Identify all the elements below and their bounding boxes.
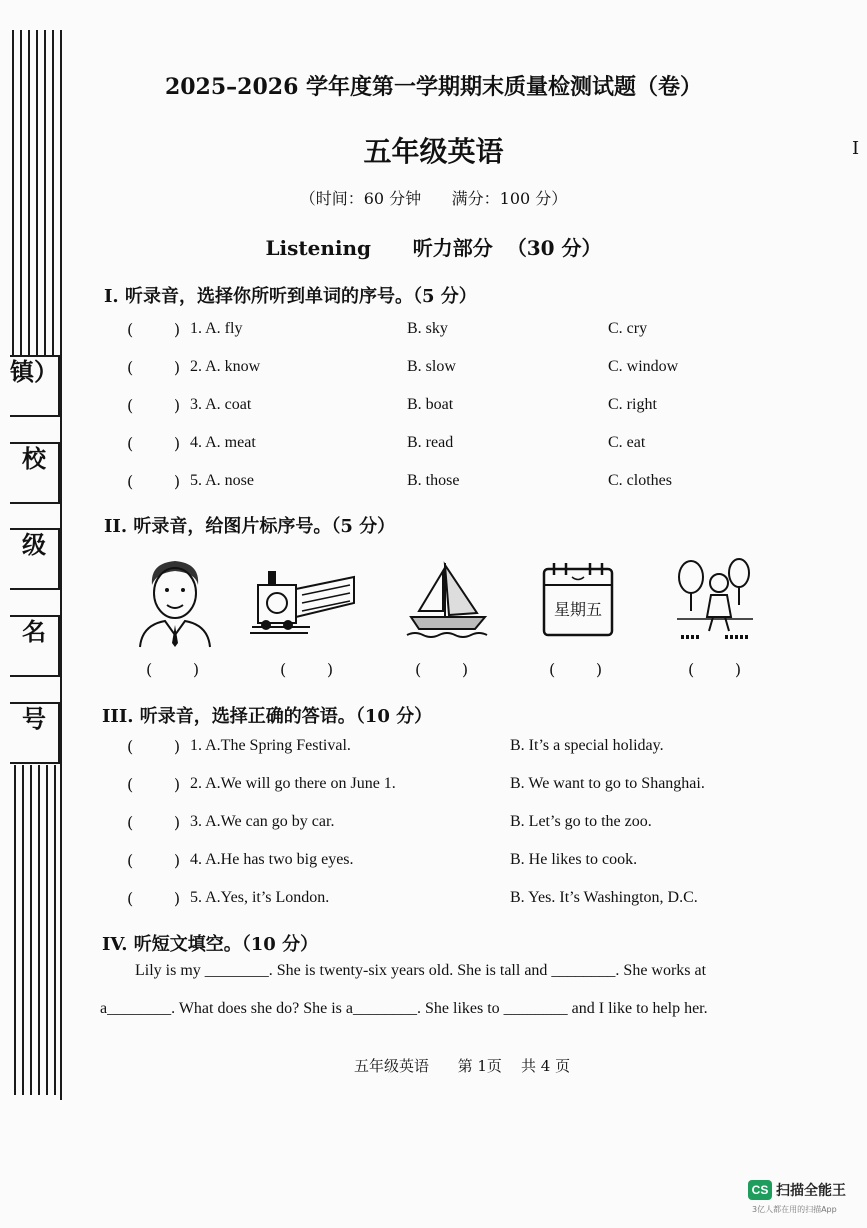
answer-blank[interactable]: ( ) (127, 358, 181, 377)
option-a: 3. A.We can go by car. (190, 813, 335, 830)
field-label-class: 级 (22, 530, 46, 559)
girl-walking-picture (675, 555, 755, 650)
option-b: B. those (407, 472, 460, 489)
option-b: B. He likes to cook. (510, 851, 638, 868)
option-b: B. sky (407, 320, 448, 337)
field-label-number: 号 (22, 704, 46, 733)
section1-heading: I. 听录音，选择你所听到单词的序号。（5 分） (104, 286, 477, 307)
binding-field-number (10, 702, 60, 764)
edge-mark: I (852, 138, 860, 159)
answer-blank[interactable]: ( ) (127, 813, 181, 832)
option-b: B. boat (407, 396, 454, 413)
option-b: B. slow (407, 358, 456, 375)
man-picture (130, 555, 220, 650)
picture-answer-blank[interactable]: ( ) (549, 660, 603, 679)
camscanner-logo: CS (748, 1180, 772, 1200)
section2-heading: II. 听录音，给图片标序号。（5 分） (104, 516, 396, 537)
answer-blank[interactable]: ( ) (127, 737, 181, 756)
option-a: 2. A. know (190, 358, 261, 375)
option-a: 4. A. meat (190, 434, 256, 451)
scanner-brand: 扫描全能王 (776, 1183, 846, 1199)
time-score-info: （时间：60 分钟 满分：100 分） (299, 189, 568, 208)
option-a: 5. A. nose (190, 472, 254, 489)
scanner-tagline: 3亿人都在用的扫描App (752, 1205, 837, 1214)
field-label-town: 镇） (10, 357, 58, 386)
option-a: 4. A.He has two big eyes. (190, 851, 354, 868)
section4-heading: IV. 听短文填空。（10 分） (102, 934, 319, 955)
answer-blank[interactable]: ( ) (127, 889, 181, 908)
answer-blank[interactable]: ( ) (127, 434, 181, 453)
sailboat-picture (405, 555, 495, 650)
option-a: 1. A.The Spring Festival. (190, 737, 351, 754)
option-a: 3. A. coat (190, 396, 252, 413)
part-title: Listening 听力部分 （30 分） (265, 236, 602, 260)
answer-blank[interactable]: ( ) (127, 851, 181, 870)
option-c: C. clothes (608, 472, 672, 489)
picture-answer-blank[interactable]: ( ) (415, 660, 469, 679)
option-a: 5. A.Yes, it’s London. (190, 889, 330, 906)
picture-answer-blank[interactable]: ( ) (280, 660, 334, 679)
field-label-name: 名 (22, 617, 46, 646)
binding-field-name (10, 615, 60, 677)
option-c: C. right (608, 396, 657, 413)
cloze-line-1: Lily is my ________. She is twenty-six years old. She is tall and ________. She works at (135, 962, 707, 979)
answer-blank[interactable]: ( ) (127, 396, 181, 415)
option-b: B. It’s a special holiday. (510, 737, 664, 754)
cloze-line-2: a________. What does she do? She is a________. She likes to ________ and I like to help her. (100, 1000, 708, 1017)
option-b: B. We want to go to Shanghai. (510, 775, 705, 792)
option-c: C. window (608, 358, 679, 375)
field-label-school: 校 (22, 444, 46, 473)
answer-blank[interactable]: ( ) (127, 472, 181, 491)
binding-field-school (10, 442, 60, 504)
exam-title: 2025–2026 学年度第一学期期末质量检测试题（卷） (164, 74, 703, 100)
train-picture (250, 555, 360, 650)
binding-field-town (10, 355, 60, 417)
option-a: 2. A.We will go there on June 1. (190, 775, 396, 792)
answer-blank[interactable]: ( ) (127, 320, 181, 339)
page-footer: 五年级英语 第 1页 共 4 页 (354, 1057, 571, 1075)
option-a: 1. A. fly (190, 320, 243, 337)
subject-title: 五年级英语 (363, 135, 504, 168)
option-b: B. read (407, 434, 454, 451)
picture-answer-blank[interactable]: ( ) (688, 660, 742, 679)
option-c: C. cry (608, 320, 648, 337)
answer-blank[interactable]: ( ) (127, 775, 181, 794)
option-b: B. Yes. It’s Washington, D.C. (510, 889, 698, 906)
binding-field-class (10, 528, 60, 590)
picture-answer-blank[interactable]: ( ) (146, 660, 200, 679)
section3-heading: III. 听录音，选择正确的答语。（10 分） (102, 706, 433, 727)
option-b: B. Let’s go to the zoo. (510, 813, 652, 830)
calendar-picture (540, 555, 616, 650)
calendar-text: 星期五 (553, 600, 603, 619)
option-c: C. eat (608, 434, 646, 451)
